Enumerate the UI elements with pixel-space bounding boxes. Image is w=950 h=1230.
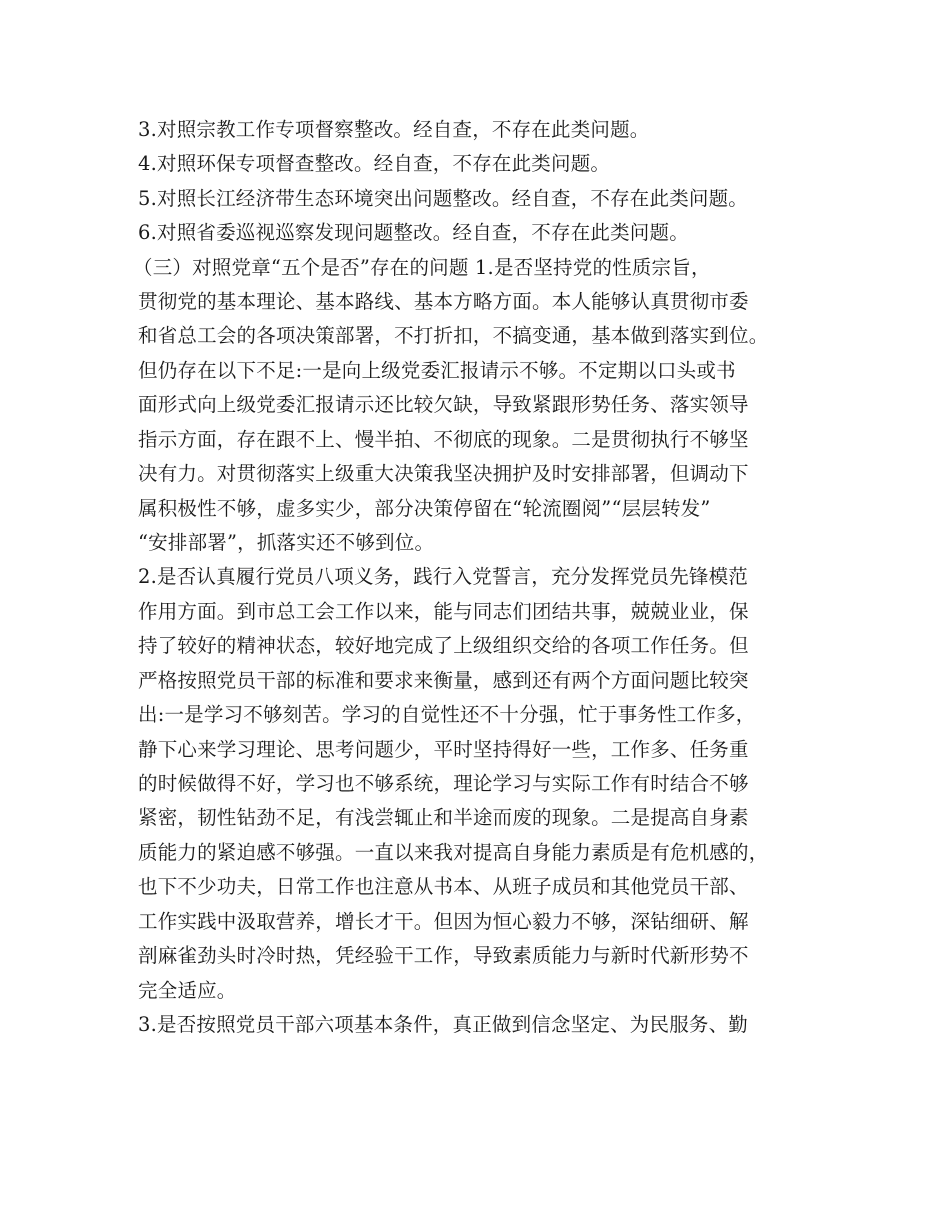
text-line: 面形式向上级党委汇报请示还比较欠缺，导致紧跟形势任务、落实领导 bbox=[138, 393, 749, 416]
text-line: 完全适应。 bbox=[138, 979, 237, 1002]
text-line: 静下心来学习理论、思考问题少，平时坚持得好一些，工作多、任务重 bbox=[138, 738, 749, 761]
text-line: 质能力的紧迫感不够强。一直以来我对提高自身能力素质是有危机感的， bbox=[138, 841, 769, 864]
text-line: 2.是否认真履行党员八项义务，践行入党誓言，充分发挥党员先锋模范 bbox=[138, 565, 749, 588]
text-line: 5.对照长江经济带生态环境突出问题整改。经自查，不存在此类问题。 bbox=[138, 187, 749, 210]
text-line: 出:一是学习不够刻苦。学习的自觉性还不十分强，忙于事务性工作多， bbox=[138, 703, 756, 726]
text-line: 决有力。对贯彻落实上级重大决策我坚决拥护及时安排部署，但调动下 bbox=[138, 462, 749, 485]
text-line: 3.对照宗教工作专项督察整改。经自查，不存在此类问题。 bbox=[138, 118, 650, 141]
text-line: 指示方面，存在跟不上、慢半拍、不彻底的现象。二是贯彻执行不够坚 bbox=[138, 428, 749, 451]
text-line: 6.对照省委巡视巡察发现问题整改。经自查，不存在此类问题。 bbox=[138, 221, 689, 244]
text-line: 3.是否按照党员干部六项基本条件，真正做到信念坚定、为民服务、勤 bbox=[138, 1013, 749, 1036]
text-line: 工作实践中汲取营养，增长才干。但因为恒心毅力不够，深钻细研、解 bbox=[138, 910, 749, 933]
section-heading-line: （三）对照党章“五个是否”存在的问题 1.是否坚持党的性质宗旨， bbox=[133, 256, 711, 279]
text-line: 贯彻党的基本理论、基本路线、基本方略方面。本人能够认真贯彻市委 bbox=[138, 290, 749, 313]
text-line: 严格按照党员干部的标准和要求来衡量，感到还有两个方面问题比较突 bbox=[138, 669, 749, 692]
text-line: 持了较好的精神状态，较好地完成了上级组织交给的各项工作任务。但 bbox=[138, 634, 749, 657]
text-line: 4.对照环保专项督查整改。经自查，不存在此类问题。 bbox=[138, 152, 611, 175]
text-line: 属积极性不够，虚多实少，部分决策停留在“轮流圈阅”“层层转发” bbox=[138, 497, 711, 520]
text-line: 作用方面。到市总工会工作以来，能与同志们团结共事，兢兢业业，保 bbox=[138, 600, 749, 623]
text-line: 的时候做得不好，学习也不够系统，理论学习与实际工作有时结合不够 bbox=[138, 772, 749, 795]
text-line: 和省总工会的各项决策部署，不打折扣，不搞变通，基本做到落实到位。 bbox=[138, 324, 769, 347]
text-line: 也下不少功夫，日常工作也注意从书本、从班子成员和其他党员干部、 bbox=[138, 875, 749, 898]
text-line: 紧密，韧性钻劲不足，有浅尝辄止和半途而废的现象。二是提高自身素 bbox=[138, 806, 749, 829]
text-line: 但仍存在以下不足:一是向上级党委汇报请示不够。不定期以口头或书 bbox=[138, 359, 736, 382]
text-line: 剖麻雀劲头时冷时热，凭经验干工作，导致素质能力与新时代新形势不 bbox=[138, 944, 749, 967]
text-line: “安排部署”，抓落实还不够到位。 bbox=[138, 531, 435, 554]
